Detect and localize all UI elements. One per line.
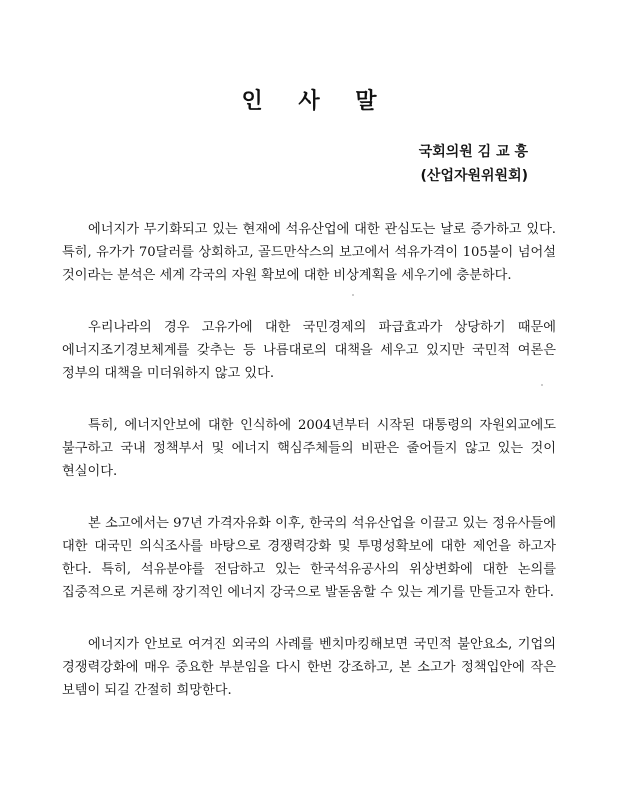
scan-speck [541, 384, 543, 386]
author-block [419, 140, 528, 188]
paragraph-1: 에너지가 무기화되고 있는 현재에 석유산업에 대한 관심도는 날로 증가하고 있다. 특히, 유가가 70달러를 상회하고, 골드만삭스의 보고에서 석유가격이 105불이 넘어설 것이라는 분석은 세계 각국의 자원 확보에 대한 비상계획을 세우기에 충분하다. [62, 222, 556, 283]
page-title: 인 사 말 [241, 88, 391, 114]
body-text [62, 218, 556, 702]
paragraph-3: 특히, 에너지안보에 대한 인식하에 2004년부터 시작된 대통령의 자원외교에도 불구하고 국내 정책부서 및 에너지 핵심주체들의 비판은 줄어들지 않고 있는 것이 현실이다. [62, 418, 556, 479]
scan-speck [352, 294, 354, 296]
author-name: 국회의원 김 교 흥 [418, 144, 528, 160]
paragraph-2: 우리나라의 경우 고유가에 대한 국민경제의 파급효과가 상당하기 때문에 에너지조기경보체계를 갖추는 등 나름대로의 대책을 세우고 있지만 국민적 여론은 정부의 대책을 미더워하지 않고 있다. [62, 320, 556, 381]
author-committee: (산업자원위원회) [420, 168, 528, 184]
paragraph-4: 본 소고에서는 97년 가격자유화 이후, 한국의 석유산업을 이끌고 있는 정유사들에 대한 대국민 의식조사를 바탕으로 경쟁력강화 및 투명성확보에 대한 제언을 하고자 한다. 특히, 석유분야를 전담하고 있는 한국석유공사의 위상변화에 대한 논의를 집중적으로 거론해 장기적인 에너지 강국으로 발돋움할 수 있는 계기를 만들고자 한다. [62, 516, 556, 600]
paragraph-5: 에너지가 안보로 여겨진 외국의 사례를 벤치마킹해보면 국민적 불안요소, 기업의 경쟁력강화에 매우 중요한 부분임을 다시 한번 강조하고, 본 소고가 정책입안에 작은 보템이 되길 간절히 희망한다. [62, 637, 556, 698]
